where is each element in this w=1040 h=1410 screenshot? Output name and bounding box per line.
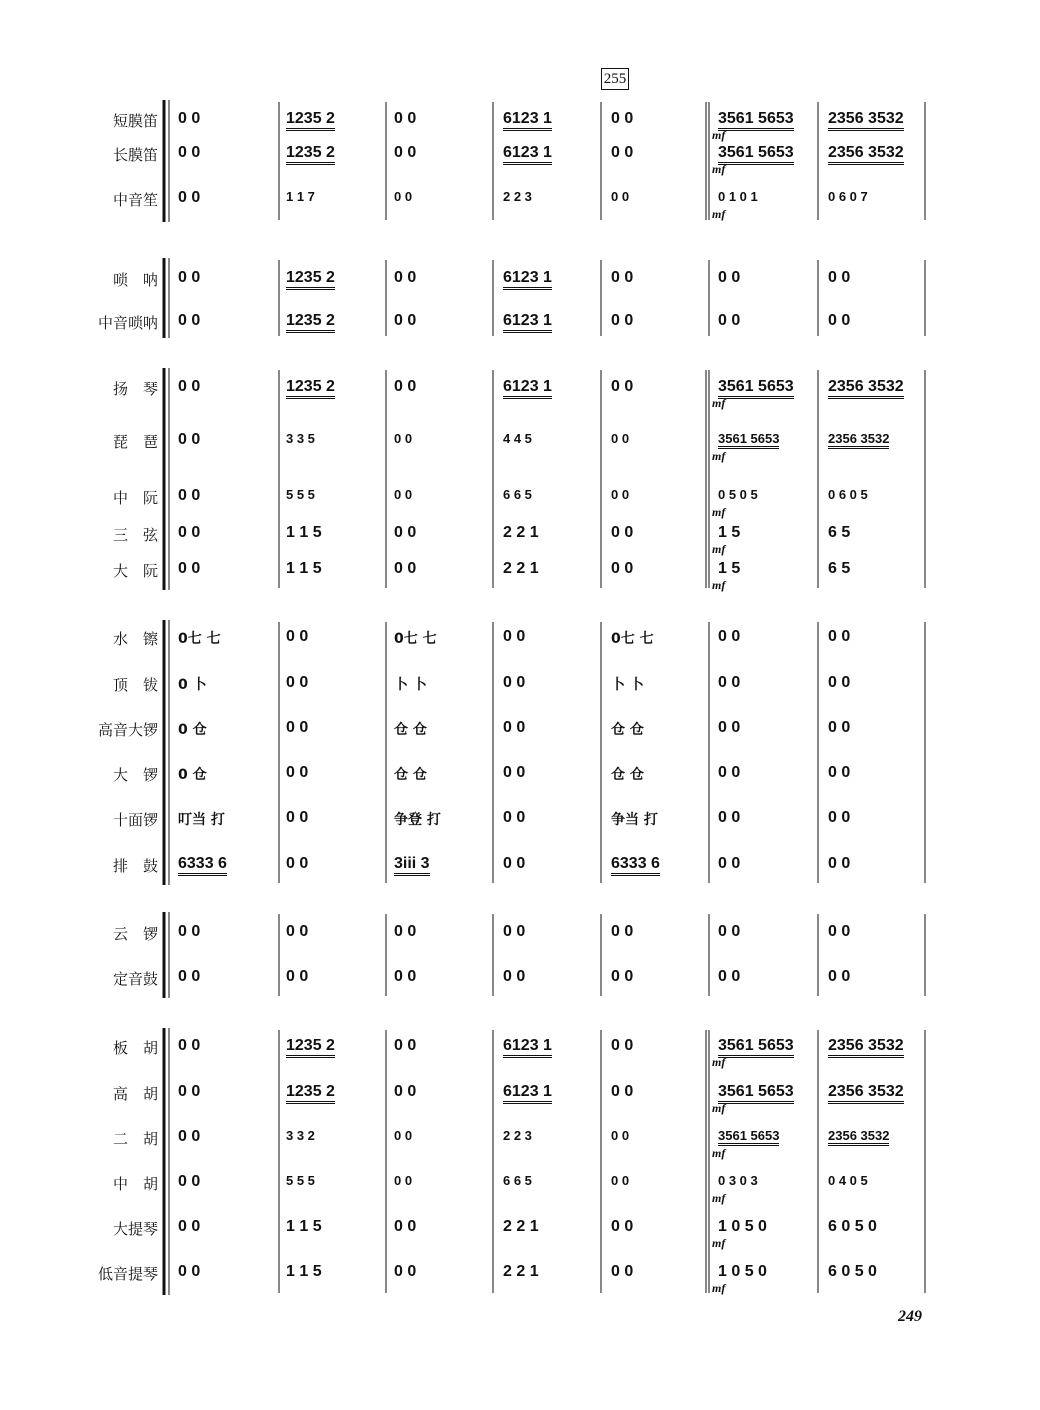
notation-cell: 0 0 xyxy=(394,269,417,286)
notation-cell: 3 3 2 xyxy=(286,1128,315,1143)
notation-cell: 1 1 5 xyxy=(286,524,322,541)
notation-cell: 0七 七 xyxy=(394,631,437,647)
notation-cell: 0 0 xyxy=(611,923,634,940)
notation-cell: 0 0 xyxy=(828,674,851,691)
notation-cell: 1235 2 xyxy=(286,378,335,399)
notation-cell: 0 0 xyxy=(611,524,634,541)
dynamic-mf: mf xyxy=(712,505,726,519)
notation-cell: 0 0 xyxy=(394,189,413,204)
notation-cell: 3561 5653 xyxy=(718,1128,779,1146)
dynamic-mf: mf xyxy=(712,1236,726,1250)
notation-cell: 0 0 xyxy=(611,1037,634,1054)
page-number: 249 xyxy=(898,1308,922,1325)
notation-cell: 0 0 xyxy=(178,1083,201,1100)
notation-cell: 0 0 xyxy=(828,968,851,985)
instrument-label: 中 阮 xyxy=(112,489,158,507)
notation-cell: 2356 3532 xyxy=(828,1037,904,1058)
dynamic-mf: mf xyxy=(712,1281,726,1295)
notation-cell: 0 4 0 5 xyxy=(828,1173,868,1188)
notation-cell: 0 0 xyxy=(178,1218,201,1235)
notation-cell: 卜 卜 xyxy=(611,677,644,693)
notation-cell: 1 0 5 0 xyxy=(718,1218,767,1235)
notation-cell: 争登 打 xyxy=(394,812,441,828)
instrument-label: 中 胡 xyxy=(112,1175,158,1193)
dynamic-mf: mf xyxy=(712,449,726,463)
notation-cell: 0 0 xyxy=(286,628,309,645)
notation-cell: 0 0 xyxy=(503,719,526,736)
notation-cell: 0 0 xyxy=(611,269,634,286)
instrument-label: 二 胡 xyxy=(112,1130,158,1148)
notation-cell: 0 6 0 7 xyxy=(828,189,868,204)
notation-cell: 3561 5653 xyxy=(718,431,779,449)
notation-cell: 6123 1 xyxy=(503,269,552,290)
notation-cell: 1 1 5 xyxy=(286,1218,322,1235)
notation-cell: 仓 仓 xyxy=(394,722,427,738)
notation-cell: 6 6 5 xyxy=(503,487,532,502)
instrument-label: 大 阮 xyxy=(112,562,158,580)
notation-cell: 3561 5653 xyxy=(718,378,794,399)
notation-cell: 0 1 0 1 xyxy=(718,189,758,204)
notation-cell: 0 0 xyxy=(394,1263,417,1280)
notation-cell: 6 0 5 0 xyxy=(828,1263,877,1280)
notation-cell: 6 5 xyxy=(828,524,851,541)
notation-cell: 0 0 xyxy=(394,312,417,329)
notation-cell: 0 0 xyxy=(611,1128,630,1143)
notation-cell: 0 0 xyxy=(611,1218,634,1235)
notation-cell: 1235 2 xyxy=(286,1083,335,1104)
notation-cell: 0 0 xyxy=(611,312,634,329)
notation-cell: 0 0 xyxy=(718,968,741,985)
notation-cell: 0 0 xyxy=(178,560,201,577)
instrument-label: 排 鼓 xyxy=(112,857,158,875)
notation-cell: 0 5 0 5 xyxy=(718,487,758,502)
notation-cell: 2 2 1 xyxy=(503,1218,539,1235)
notation-cell: 0 0 xyxy=(286,719,309,736)
instrument-label: 定音鼓 xyxy=(112,970,158,988)
notation-cell: 3561 5653 xyxy=(718,1037,794,1058)
notation-cell: 1 5 xyxy=(718,560,741,577)
instrument-label: 顶 钹 xyxy=(112,676,158,694)
notation-cell: 0 0 xyxy=(828,809,851,826)
notation-cell: 6123 1 xyxy=(503,378,552,399)
notation-cell: 1 5 xyxy=(718,524,741,541)
notation-cell: 0 0 xyxy=(394,1083,417,1100)
notation-cell: 1235 2 xyxy=(286,269,335,290)
notation-cell: 0 0 xyxy=(503,855,526,872)
notation-cell: 0 0 xyxy=(394,560,417,577)
notation-cell: 2356 3532 xyxy=(828,144,904,165)
dynamic-mf: mf xyxy=(712,542,726,556)
notation-cell: 0 0 xyxy=(503,968,526,985)
notation-cell: 0 0 xyxy=(394,431,413,446)
notation-cell: 1235 2 xyxy=(286,110,335,131)
notation-cell: 0 0 xyxy=(828,269,851,286)
notation-cell: 2356 3532 xyxy=(828,1083,904,1104)
notation-cell: 0 0 xyxy=(178,431,201,448)
notation-cell: 0 0 xyxy=(394,1037,417,1054)
notation-cell: 0 0 xyxy=(178,968,201,985)
notation-cell: 0 0 xyxy=(718,923,741,940)
notation-cell: 仓 仓 xyxy=(611,722,644,738)
instrument-label: 板 胡 xyxy=(112,1039,158,1057)
notation-cell: 0 0 xyxy=(718,312,741,329)
instrument-label: 中音唢呐 xyxy=(97,314,158,332)
dynamic-mf: mf xyxy=(712,1146,726,1160)
notation-cell: 0 0 xyxy=(178,1037,201,1054)
notation-cell: 3561 5653 xyxy=(718,110,794,131)
notation-cell: 0 0 xyxy=(828,764,851,781)
notation-cell: 0 0 xyxy=(718,719,741,736)
notation-cell: 0 0 xyxy=(286,674,309,691)
notation-cell: 0 仓 xyxy=(178,722,207,738)
notation-cell: 2 2 3 xyxy=(503,189,532,204)
notation-cell: 0七 七 xyxy=(611,631,654,647)
notation-cell: 0 0 xyxy=(503,923,526,940)
notation-cell: 0 0 xyxy=(394,144,417,161)
notation-cell: 0 0 xyxy=(286,855,309,872)
notation-cell: 0 0 xyxy=(718,674,741,691)
instrument-label: 短膜笛 xyxy=(112,112,158,130)
dynamic-mf: mf xyxy=(712,578,726,592)
instrument-label: 中音笙 xyxy=(112,191,158,209)
notation-cell: 0 0 xyxy=(178,1263,201,1280)
notation-cell: 0 0 xyxy=(611,189,630,204)
notation-cell: 0 0 xyxy=(178,923,201,940)
dynamic-mf: mf xyxy=(712,128,726,142)
dynamic-mf: mf xyxy=(712,207,726,221)
notation-cell: 0 0 xyxy=(611,144,634,161)
notation-cell: 3iii 3 xyxy=(394,855,430,876)
notation-cell: 0 0 xyxy=(611,1083,634,1100)
dynamic-mf: mf xyxy=(712,162,726,176)
notation-cell: 1 0 5 0 xyxy=(718,1263,767,1280)
notation-cell: 0七 七 xyxy=(178,631,221,647)
notation-cell: 0 0 xyxy=(394,524,417,541)
notation-cell: 0 0 xyxy=(178,487,201,504)
notation-cell: 5 5 5 xyxy=(286,487,315,502)
notation-cell: 3 3 5 xyxy=(286,431,315,446)
dynamic-mf: mf xyxy=(712,1055,726,1069)
notation-cell: 6123 1 xyxy=(503,144,552,165)
notation-cell: 0 0 xyxy=(828,855,851,872)
notation-cell: 2356 3532 xyxy=(828,431,889,449)
instrument-label: 十面锣 xyxy=(112,811,158,829)
notation-cell: 争当 打 xyxy=(611,812,658,828)
notation-cell: 0 3 0 3 xyxy=(718,1173,758,1188)
instrument-label: 长膜笛 xyxy=(112,146,158,164)
notation-cell: 0 0 xyxy=(394,487,413,502)
notation-cell: 0 0 xyxy=(178,189,201,206)
notation-cell: 1 1 7 xyxy=(286,189,315,204)
notation-cell: 0 卜 xyxy=(178,677,207,693)
notation-cell: 0 0 xyxy=(394,110,417,127)
notation-cell: 1235 2 xyxy=(286,144,335,165)
notation-cell: 0 0 xyxy=(178,312,201,329)
notation-cell: 0 0 xyxy=(611,378,634,395)
notation-cell: 0 0 xyxy=(828,923,851,940)
dynamic-mf: mf xyxy=(712,1101,726,1115)
instrument-label: 高音大锣 xyxy=(97,721,158,739)
instrument-label: 大提琴 xyxy=(112,1220,158,1238)
notation-cell: 0 0 xyxy=(286,809,309,826)
notation-cell: 0 0 xyxy=(503,674,526,691)
notation-cell: 6123 1 xyxy=(503,312,552,333)
notation-cell: 0 0 xyxy=(394,378,417,395)
notation-cell: 6333 6 xyxy=(178,855,227,876)
notation-cell: 0 仓 xyxy=(178,767,207,783)
notation-cell: 仓 仓 xyxy=(394,767,427,783)
notation-cell: 0 0 xyxy=(394,1128,413,1143)
notation-cell: 0 6 0 5 xyxy=(828,487,868,502)
notation-cell: 0 0 xyxy=(718,764,741,781)
notation-cell: 0 0 xyxy=(178,1128,201,1145)
instrument-label: 三 弦 xyxy=(112,526,158,544)
instrument-label: 唢 呐 xyxy=(112,271,158,289)
notation-cell: 0 0 xyxy=(286,923,309,940)
notation-cell: 2 2 1 xyxy=(503,524,539,541)
notation-cell: 1235 2 xyxy=(286,312,335,333)
notation-cell: 0 0 xyxy=(178,524,201,541)
notation-cell: 1 1 5 xyxy=(286,1263,322,1280)
notation-cell: 0 0 xyxy=(718,855,741,872)
notation-cell: 5 5 5 xyxy=(286,1173,315,1188)
notation-cell: 4 4 5 xyxy=(503,431,532,446)
notation-cell: 叮当 打 xyxy=(178,812,225,828)
instrument-label: 高 胡 xyxy=(112,1085,158,1103)
notation-cell: 0 0 xyxy=(503,628,526,645)
notation-cell: 0 0 xyxy=(611,1173,630,1188)
instrument-label: 低音提琴 xyxy=(97,1265,158,1283)
instrument-label: 云 锣 xyxy=(112,925,158,943)
notation-cell: 2356 3532 xyxy=(828,110,904,131)
notation-cell: 0 0 xyxy=(286,764,309,781)
notation-cell: 2 2 3 xyxy=(503,1128,532,1143)
notation-cell: 0 0 xyxy=(718,269,741,286)
notation-cell: 0 0 xyxy=(503,809,526,826)
notation-cell: 2 2 1 xyxy=(503,1263,539,1280)
notation-cell: 0 0 xyxy=(611,968,634,985)
notation-cell: 0 0 xyxy=(286,968,309,985)
notation-cell: 6123 1 xyxy=(503,1083,552,1104)
notation-cell: 0 0 xyxy=(503,764,526,781)
notation-cell: 0 0 xyxy=(828,312,851,329)
notation-cell: 0 0 xyxy=(178,378,201,395)
instrument-label: 大 锣 xyxy=(112,766,158,784)
instrument-label: 扬 琴 xyxy=(112,380,158,398)
notation-cell: 0 0 xyxy=(394,923,417,940)
dynamic-mf: mf xyxy=(712,396,726,410)
notation-cell: 6 6 5 xyxy=(503,1173,532,1188)
notation-cell: 0 0 xyxy=(718,628,741,645)
notation-cell: 2 2 1 xyxy=(503,560,539,577)
notation-cell: 6 0 5 0 xyxy=(828,1218,877,1235)
notation-cell: 0 0 xyxy=(394,1218,417,1235)
notation-cell: 1235 2 xyxy=(286,1037,335,1058)
instrument-label: 水 镲 xyxy=(112,630,158,648)
rehearsal-mark: 255 xyxy=(601,68,629,90)
notation-cell: 1 1 5 xyxy=(286,560,322,577)
notation-cell: 0 0 xyxy=(828,719,851,736)
notation-cell: 6123 1 xyxy=(503,1037,552,1058)
notation-cell: 0 0 xyxy=(394,1173,413,1188)
instrument-label: 琵 琶 xyxy=(112,433,158,451)
dynamic-mf: mf xyxy=(712,1191,726,1205)
notation-cell: 0 0 xyxy=(611,560,634,577)
notation-cell: 0 0 xyxy=(611,110,634,127)
notation-cell: 0 0 xyxy=(178,144,201,161)
notation-cell: 0 0 xyxy=(828,628,851,645)
notation-cell: 0 0 xyxy=(394,968,417,985)
notation-cell: 0 0 xyxy=(178,269,201,286)
notation-cell: 0 0 xyxy=(611,431,630,446)
notation-cell: 6123 1 xyxy=(503,110,552,131)
notation-cell: 6333 6 xyxy=(611,855,660,876)
notation-cell: 2356 3532 xyxy=(828,378,904,399)
notation-cell: 0 0 xyxy=(611,487,630,502)
notation-cell: 2356 3532 xyxy=(828,1128,889,1146)
notation-cell: 卜 卜 xyxy=(394,677,427,693)
notation-cell: 3561 5653 xyxy=(718,1083,794,1104)
notation-cell: 仓 仓 xyxy=(611,767,644,783)
notation-cell: 6 5 xyxy=(828,560,851,577)
notation-cell: 0 0 xyxy=(718,809,741,826)
notation-cell: 0 0 xyxy=(178,1173,201,1190)
notation-cell: 0 0 xyxy=(611,1263,634,1280)
notation-cell: 0 0 xyxy=(178,110,201,127)
notation-cell: 3561 5653 xyxy=(718,144,794,165)
